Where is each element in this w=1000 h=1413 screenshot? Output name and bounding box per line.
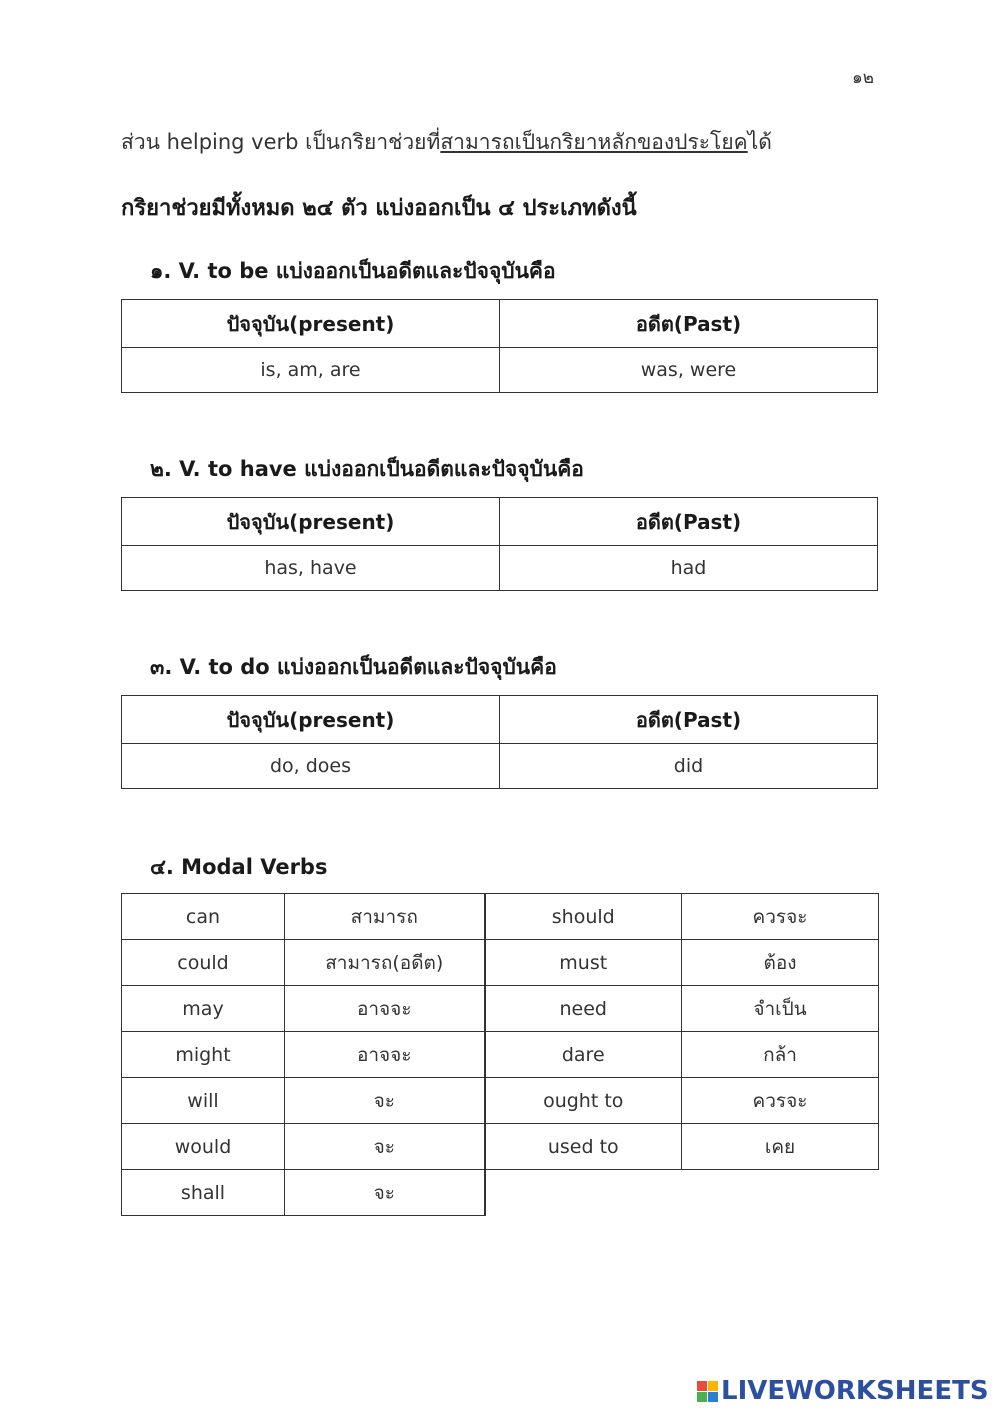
modal-meaning: จะ [285,1170,485,1216]
modal-verb: need [485,986,682,1032]
header-present: ปัจจุบัน(present) [122,498,500,546]
present-forms: has, have [122,546,500,591]
modal-meaning: สามารถ [285,894,485,940]
table-row [122,744,878,789]
table-row [122,348,878,393]
liveworksheets-icon [697,1381,718,1402]
table-header-row [122,300,878,348]
header-present: ปัจจุบัน(present) [122,696,500,744]
header-present: ปัจจุบัน(present) [122,300,500,348]
modal-verb: shall [122,1170,285,1216]
modal-verb: will [122,1078,285,1124]
header-past: อดีต(Past) [500,300,878,348]
modal-verb: should [485,894,682,940]
modal-meaning: กล้า [682,1032,879,1078]
section-title-to-have: ๒. V. to have แบ่งออกเป็นอดีตและปัจจุบันคือ [150,457,584,481]
logo-square [708,1381,718,1391]
modal-verb: dare [485,1032,682,1078]
intro-sentence [121,126,772,159]
modal-verb: would [122,1124,285,1170]
modal-meaning: อาจจะ [285,986,485,1032]
present-forms: do, does [122,744,500,789]
modal-verb: used to [485,1124,682,1170]
past-forms: did [500,744,878,789]
logo-square [697,1392,707,1402]
modal-verb: ought to [485,1078,682,1124]
modal-verb: might [122,1032,285,1078]
modal-meaning: ต้อง [682,940,879,986]
table-row [122,1170,879,1216]
liveworksheets-logo [697,1376,989,1406]
section-title-to-do: ๓. V. to do แบ่งออกเป็นอดีตและปัจจุบันคือ [150,655,557,679]
to-do-table [121,695,878,789]
modal-verb: must [485,940,682,986]
empty-cell [682,1170,879,1216]
modal-verb: may [122,986,285,1032]
intro-before: ส่วน helping verb เป็นกริยาช่วยที่ [121,130,441,154]
modal-meaning: จะ [285,1124,485,1170]
intro-underlined: สามารถเป็นกริยาหลักของประโยค [440,130,748,154]
section-title-modal-verbs: ๔. Modal Verbs [150,855,328,879]
modal-verb: could [122,940,285,986]
intro-after: ได้ [747,130,772,154]
modal-meaning: เคย [682,1124,879,1170]
page-number: ๑๒ [852,68,874,88]
table-row [122,546,878,591]
modal-meaning: จำเป็น [682,986,879,1032]
modal-meaning: สามารถ(อดีต) [285,940,485,986]
logo-square [708,1392,718,1402]
modal-meaning: ควรจะ [682,1078,879,1124]
section-title-to-be: ๑. V. to be แบ่งออกเป็นอดีตและปัจจุบันคือ [150,259,556,283]
table-row [122,1032,879,1078]
header-past: อดีต(Past) [500,696,878,744]
to-have-table [121,497,878,591]
past-forms: was, were [500,348,878,393]
table-row [122,1124,879,1170]
modal-meaning: อาจจะ [285,1032,485,1078]
empty-cell [485,1170,682,1216]
modal-meaning: จะ [285,1078,485,1124]
table-row [122,1078,879,1124]
table-row [122,940,879,986]
present-forms: is, am, are [122,348,500,393]
header-past: อดีต(Past) [500,498,878,546]
main-heading: กริยาช่วยมีทั้งหมด ๒๔ ตัว แบ่งออกเป็น ๔ ประเภทดังนี้ [121,196,637,221]
to-be-table [121,299,878,393]
table-row [122,986,879,1032]
table-row [122,894,879,940]
table-header-row [122,498,878,546]
brand-name: LIVEWORKSHEETS [721,1376,989,1406]
logo-square [697,1381,707,1391]
table-header-row [122,696,878,744]
modal-verbs-table [121,893,879,1216]
modal-meaning: ควรจะ [682,894,879,940]
modal-verb: can [122,894,285,940]
past-forms: had [500,546,878,591]
